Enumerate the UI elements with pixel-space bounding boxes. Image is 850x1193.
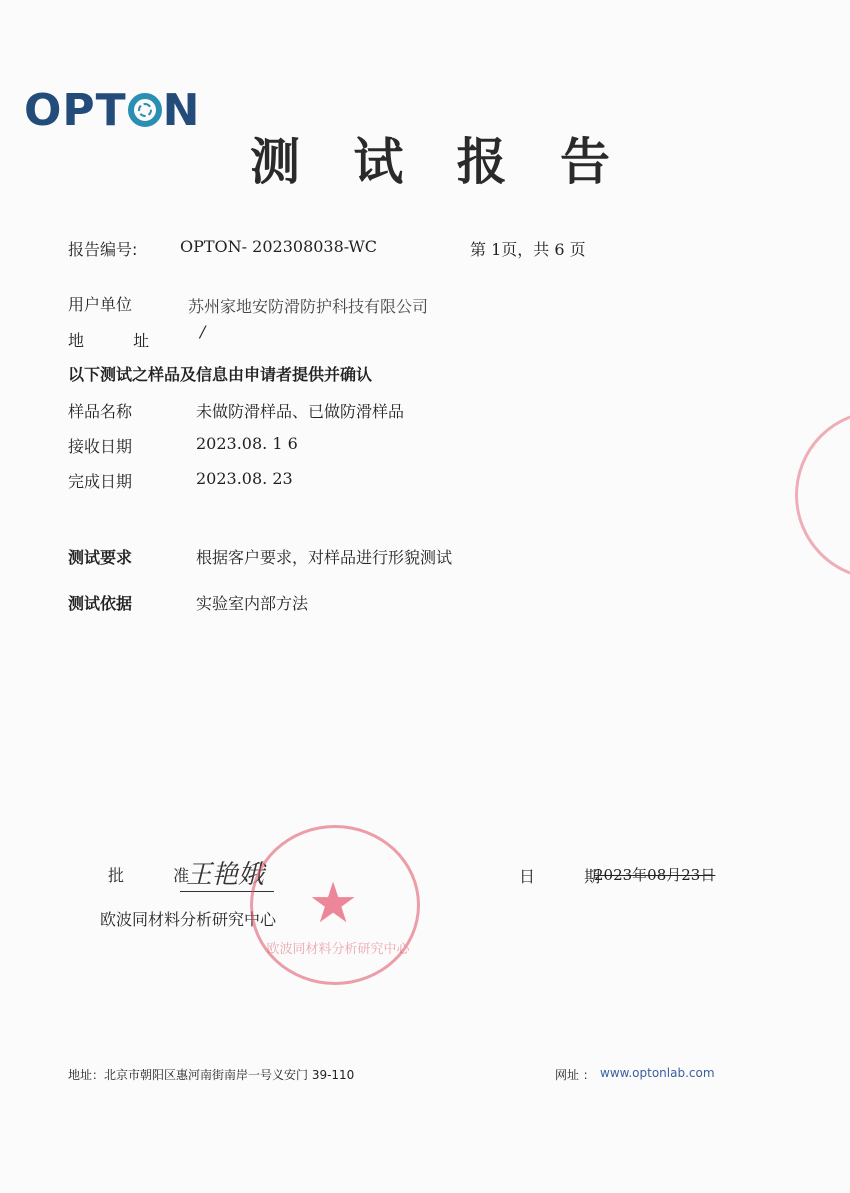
footer-address: 地址：北京市朝阳区惠河南街南岸一号义安门 39-110 — [68, 1068, 355, 1082]
client-address-value: / — [200, 322, 206, 341]
received-date-value: 2023.08. 1 6 — [196, 434, 298, 453]
received-date-label: 接收日期 — [68, 437, 133, 456]
approve-label: 批 准 — [108, 866, 212, 885]
test-requirement-value: 根据客户要求，对样品进行形貌测试 — [196, 548, 453, 567]
test-basis-value: 实验室内部方法 — [196, 594, 309, 613]
title-char: 测 — [250, 133, 300, 191]
stamp-star-icon: ★ — [308, 871, 359, 936]
sample-name-value: 未做防滑样品、已做防滑样品 — [196, 402, 405, 421]
approver-signature: 王艳娥 — [180, 854, 274, 892]
logo-text-left: OPT — [24, 84, 127, 136]
approval-date-value: 2023年08月23日 — [594, 866, 716, 884]
approval-date-label: 日 期 — [519, 867, 623, 886]
client-unit-value: 苏州家地安防滑防护科技有限公司 — [188, 297, 429, 316]
page-info: 第 1页，共 6 页 — [470, 240, 586, 259]
client-unit-label: 用户单位 — [68, 295, 133, 314]
sample-name-label: 样品名称 — [68, 402, 133, 421]
completed-date-label: 完成日期 — [68, 472, 133, 491]
organization-name: 欧波同材料分析研究中心 — [100, 910, 277, 929]
title-char: 告 — [559, 133, 610, 191]
partial-stamp-seal — [795, 410, 850, 580]
sample-notice: 以下测试之样品及信息由申请者提供并确认 — [68, 365, 373, 384]
logo-o-ring-icon — [128, 93, 162, 127]
test-basis-label: 测试依据 — [68, 594, 133, 613]
page-title — [250, 122, 610, 194]
logo-text-right: N — [162, 84, 201, 136]
footer-website-label: 网址 ： — [555, 1068, 595, 1082]
opton-logo — [24, 84, 201, 136]
report-number-label: 报告编号: — [68, 240, 138, 259]
official-stamp-seal — [250, 825, 420, 985]
title-char: 报 — [456, 133, 507, 191]
client-address-label: 地 址 — [68, 331, 172, 350]
footer-website-link[interactable]: www.optonlab.com — [600, 1066, 715, 1080]
title-char: 试 — [353, 133, 404, 191]
stamp-text: 欧波同材料分析研究中心 — [266, 942, 410, 957]
test-requirement-label: 测试要求 — [68, 548, 133, 567]
completed-date-value: 2023.08. 23 — [196, 469, 293, 488]
report-number-value: OPTON- 202308038-WC — [180, 237, 377, 256]
